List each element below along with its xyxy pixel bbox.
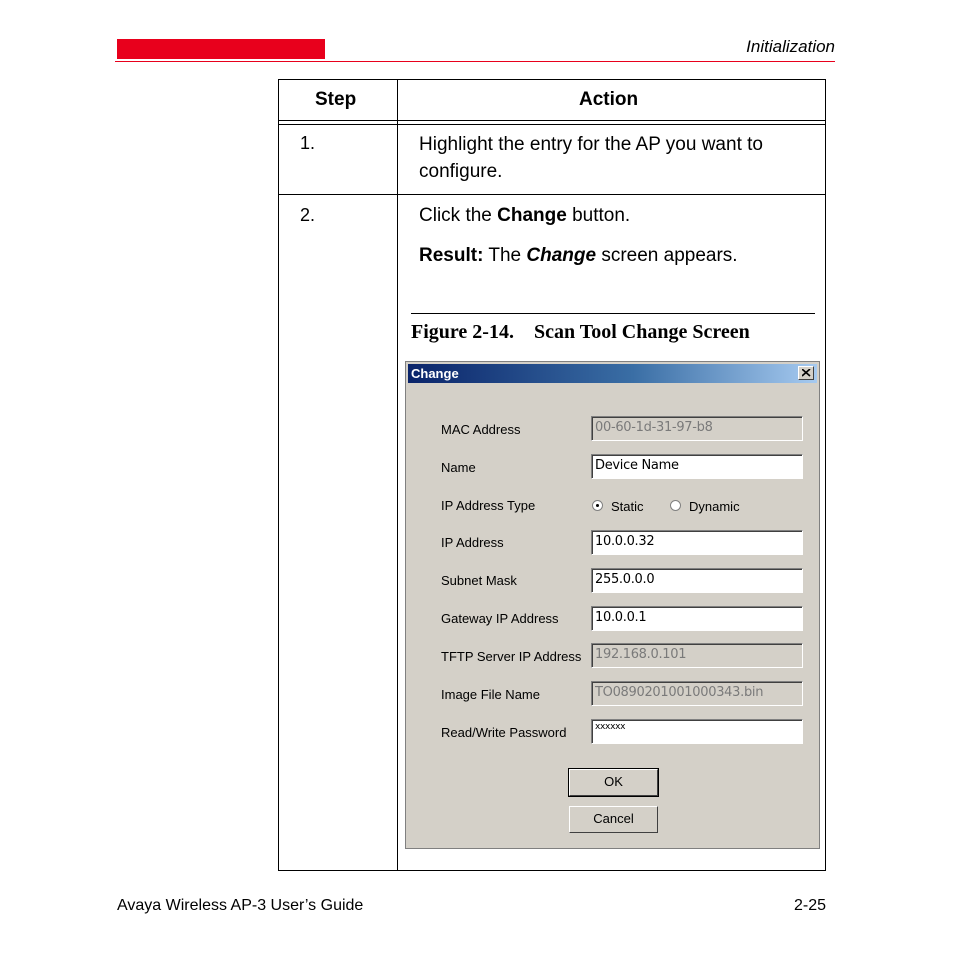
footer-guide-title: Avaya Wireless AP-3 User’s Guide	[117, 897, 364, 914]
row-divider	[279, 194, 825, 195]
step-text-post: button.	[566, 205, 631, 226]
figure-caption	[411, 321, 750, 344]
figure-number: Figure 2-14.	[411, 321, 514, 343]
name-label: Name	[441, 460, 476, 475]
section-title: Initialization	[746, 37, 835, 56]
step-number: 1.	[300, 133, 316, 153]
mac-address-field: 00-60-1d-31-97-b8	[591, 416, 803, 441]
cancel-button[interactable]: Cancel	[569, 806, 658, 833]
ip-address-field[interactable]: 10.0.0.32	[591, 530, 803, 555]
mac-address-label: MAC Address	[441, 422, 521, 437]
ok-button[interactable]: OK	[569, 769, 658, 796]
step-text	[419, 202, 814, 229]
subnet-mask-label: Subnet Mask	[441, 573, 517, 588]
static-radio-label: Static	[611, 499, 644, 514]
step-text-bold: Change	[497, 205, 567, 226]
action-header: Action	[579, 89, 639, 110]
image-file-name-field: TO0890201001000343.bin	[591, 681, 803, 706]
step-text-pre: Click the	[419, 205, 498, 226]
footer-page-number: 2-25	[793, 897, 826, 914]
result-text	[419, 242, 814, 269]
step-header: Step	[315, 89, 357, 110]
figure-rule	[411, 313, 815, 314]
password-label: Read/Write Password	[441, 725, 567, 740]
result-post: screen appears.	[596, 245, 738, 266]
column-divider	[397, 80, 398, 870]
header-red-bar	[117, 39, 325, 59]
step-text: Highlight the entry for the AP you want to configure.	[419, 134, 763, 182]
ip-address-label: IP Address	[441, 535, 504, 550]
name-field[interactable]: Device Name	[591, 454, 803, 479]
image-file-name-label: Image File Name	[441, 687, 540, 702]
dynamic-radio-label: Dynamic	[689, 499, 740, 514]
subnet-mask-field[interactable]: 255.0.0.0	[591, 568, 803, 593]
gateway-ip-label: Gateway IP Address	[441, 611, 559, 626]
result-emphasis: Change	[526, 245, 597, 266]
tftp-server-ip-label: TFTP Server IP Address	[441, 649, 582, 664]
password-field[interactable]: xxxxxx	[591, 719, 803, 744]
header-rule	[115, 61, 835, 62]
gateway-ip-field[interactable]: 10.0.0.1	[591, 606, 803, 631]
ip-address-type-label: IP Address Type	[441, 498, 536, 513]
dialog-title: Change	[411, 366, 459, 381]
change-dialog	[405, 361, 820, 849]
close-icon	[802, 369, 811, 377]
close-button[interactable]	[798, 366, 814, 380]
result-label: Result:	[419, 245, 484, 266]
tftp-server-ip-field: 192.168.0.101	[591, 643, 803, 668]
header-rule-top	[279, 120, 825, 121]
static-radio[interactable]	[592, 500, 603, 511]
step-number: 2.	[300, 205, 316, 225]
header-rule-bottom	[279, 124, 825, 125]
dynamic-radio[interactable]	[670, 500, 681, 511]
result-pre: The	[483, 245, 527, 266]
figure-title: Scan Tool Change Screen	[533, 321, 750, 343]
dialog-titlebar	[408, 364, 817, 383]
